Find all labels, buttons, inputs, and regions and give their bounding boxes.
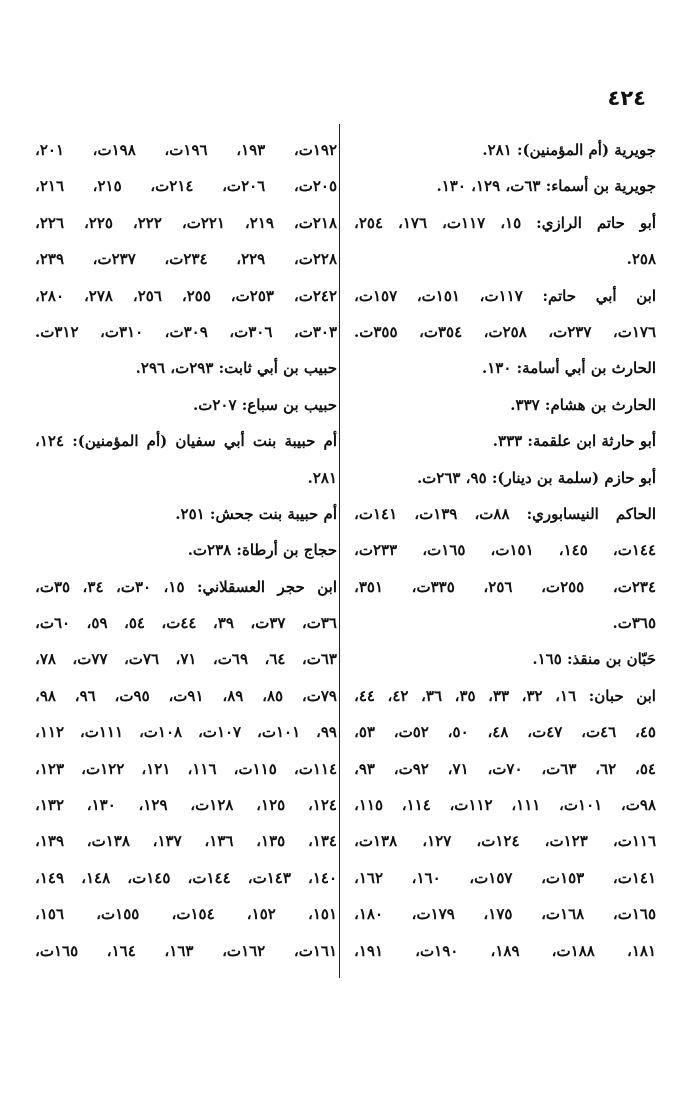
index-line: ٤٥، ٤٦ت، ٤٧ت، ٤٨، ٥٠، ٥٢ت، ٥٣، [354, 723, 656, 742]
index-line: ابن حجر العسقلاني: ١٥، ٣٠ت، ٣٤، ٣٥ت، [35, 577, 337, 596]
index-line: الحارث بن أبي أسامة: ١٣٠. [481, 359, 656, 378]
index-line: ٢٠٥ت، ٢٠٦ت، ٢١٤ت، ٢١٥، ٢١٦، [35, 177, 337, 196]
index-line: ٣٦ت، ٣٧ت، ٣٩، ٤٤ت، ٥٤، ٥٩، ٦٠ت، [35, 614, 337, 633]
index-line: جويرية (أم المؤمنين): ٢٨١. [482, 141, 656, 159]
index-line: ابن أبي حاتم: ١١٧ت، ١٥١ت، ١٥٧ت، [354, 286, 656, 305]
index-line: ٩٨ت، ١٠١ت، ١١١، ١١٢ت، ١١٤، ١١٥، [354, 796, 656, 815]
index-line: ١٢٤، ١٢٥، ١٢٨ت، ١٢٩، ١٣٠، ١٣٢، [35, 796, 337, 815]
index-line: ١٣٤، ١٣٥، ١٣٦، ١٣٧، ١٣٨ت، ١٣٩، [35, 832, 337, 851]
index-line: ١٥١، ١٥٢، ١٥٤ت، ١٥٥ت، ١٥٦، [35, 905, 337, 924]
index-line: ١٩٢ت، ١٩٣، ١٩٦ت، ١٩٨ت، ٢٠١، [35, 141, 337, 159]
index-line: ١٧٦ت، ٢٣٧ت، ٢٥٨ت، ٣٥٤ت، ٣٥٥ت. [354, 322, 656, 341]
index-line: ٢٥٨. [626, 250, 656, 269]
index-line: أم حبيبة بنت جحش: ٢٥١. [175, 504, 337, 523]
index-line: جويرية بن أسماء: ٦٣ت، ١٢٩، ١٣٠. [436, 177, 656, 196]
index-column-right [354, 132, 656, 969]
index-line: ٦٣ت، ٦٤، ٦٩ت، ٧١، ٧٦ت، ٧٧ت، ٧٨، [35, 650, 337, 669]
index-line: ١١٦ت، ١٢٣ت، ١٢٤ت، ١٢٧، ١٣٨ت، [354, 832, 656, 851]
index-line: ٢٤٢ت، ٢٥٣ت، ٢٥٥، ٢٥٦، ٢٧٨، ٢٨٠، [35, 286, 337, 305]
index-line: ١٦٥ت، ١٦٨ت، ١٧٥، ١٧٩ت، ١٨٠، [354, 905, 656, 924]
index-line: ٣٦٥ت. [612, 614, 656, 633]
index-line: ٢٣٤ت، ٢٥٥ت، ٢٥٦، ٣٣٥ت، ٣٥١، [354, 577, 656, 596]
index-line: حبيب بن أبي ثابت: ٢٩٣ت، ٢٩٦. [135, 359, 337, 378]
index-line: حَبّان بن منقذ: ١٦٥. [532, 650, 656, 669]
index-line: ٢٨١. [307, 468, 337, 487]
index-line: حجاج بن أرطاة: ٢٣٨ت. [187, 541, 337, 560]
index-line: أم حبيبة بنت أبي سفيان (أم المؤمنين): ١٢٤، [35, 432, 337, 451]
index-line: ابن حبان: ١٦، ٣٢، ٣٣، ٣٥، ٣٦، ٤٢، ٤٤، [354, 686, 656, 705]
index-line: ١٤١ت، ١٥٣ت، ١٥٧ت، ١٦٠، ١٦٢، [354, 868, 656, 887]
index-line: ١١٤ت، ١١٥ت، ١١٦، ١٢١، ١٢٢ت، ١٢٣، [35, 759, 337, 778]
index-line: ١٤٠، ١٤٣ت، ١٤٤ت، ١٤٥ت، ١٤٨، ١٤٩، [35, 868, 337, 887]
index-line: ٣٠٣ت، ٣٠٦ت، ٣٠٩ت، ٣١٠ت، ٣١٢ت. [35, 322, 337, 341]
index-line: حبيب بن سباع: ٢٠٧ت. [193, 395, 337, 414]
index-line: ٢١٨ت، ٢١٩، ٢٢١ت، ٢٢٢، ٢٢٥، ٢٢٦، [35, 213, 337, 232]
index-column-left [35, 132, 337, 969]
index-line: أبو حازم (سلمة بن دينار): ٩٥، ٢٦٣ت. [416, 468, 656, 487]
index-line: ٩٩، ١٠١ت، ١٠٧ت، ١٠٨ت، ١١١ت، ١١٢، [35, 723, 337, 742]
index-line: ١٦١ت، ١٦٢ت، ١٦٣، ١٦٤، ١٦٥ت، [35, 941, 337, 960]
index-line: ١٨١، ١٨٨ت، ١٨٩، ١٩٠ت، ١٩١، [354, 941, 656, 960]
column-divider [339, 124, 340, 978]
index-line: الحاكم النيسابوري: ٨٨ت، ١٣٩ت، ١٤١ت، [354, 504, 656, 523]
index-line: الحارث بن هشام: ٣٣٧. [510, 395, 656, 414]
index-line: ٥٤، ٦٢، ٦٣ت، ٧٠ت، ٧١، ٩٢ت، ٩٣، [354, 759, 656, 778]
index-line: أبو حارثة ابن علقمة: ٣٣٣. [492, 432, 656, 451]
index-line: ٢٢٨ت، ٢٢٩، ٢٣٤ت، ٢٣٧ت، ٢٣٩، [35, 250, 337, 269]
index-line: ١٤٤ت، ١٤٥، ١٥١ت، ١٦٥ت، ٢٣٣ت، [354, 541, 656, 560]
page-number: ٤٢٤ [607, 86, 646, 110]
index-line: أبو حاتم الرازي: ١٥، ١١٧ت، ١٧٦، ٢٥٤، [354, 213, 656, 232]
index-line: ٧٩ت، ٨٥، ٨٩، ٩١ت، ٩٥ت، ٩٦، ٩٨، [35, 686, 337, 705]
